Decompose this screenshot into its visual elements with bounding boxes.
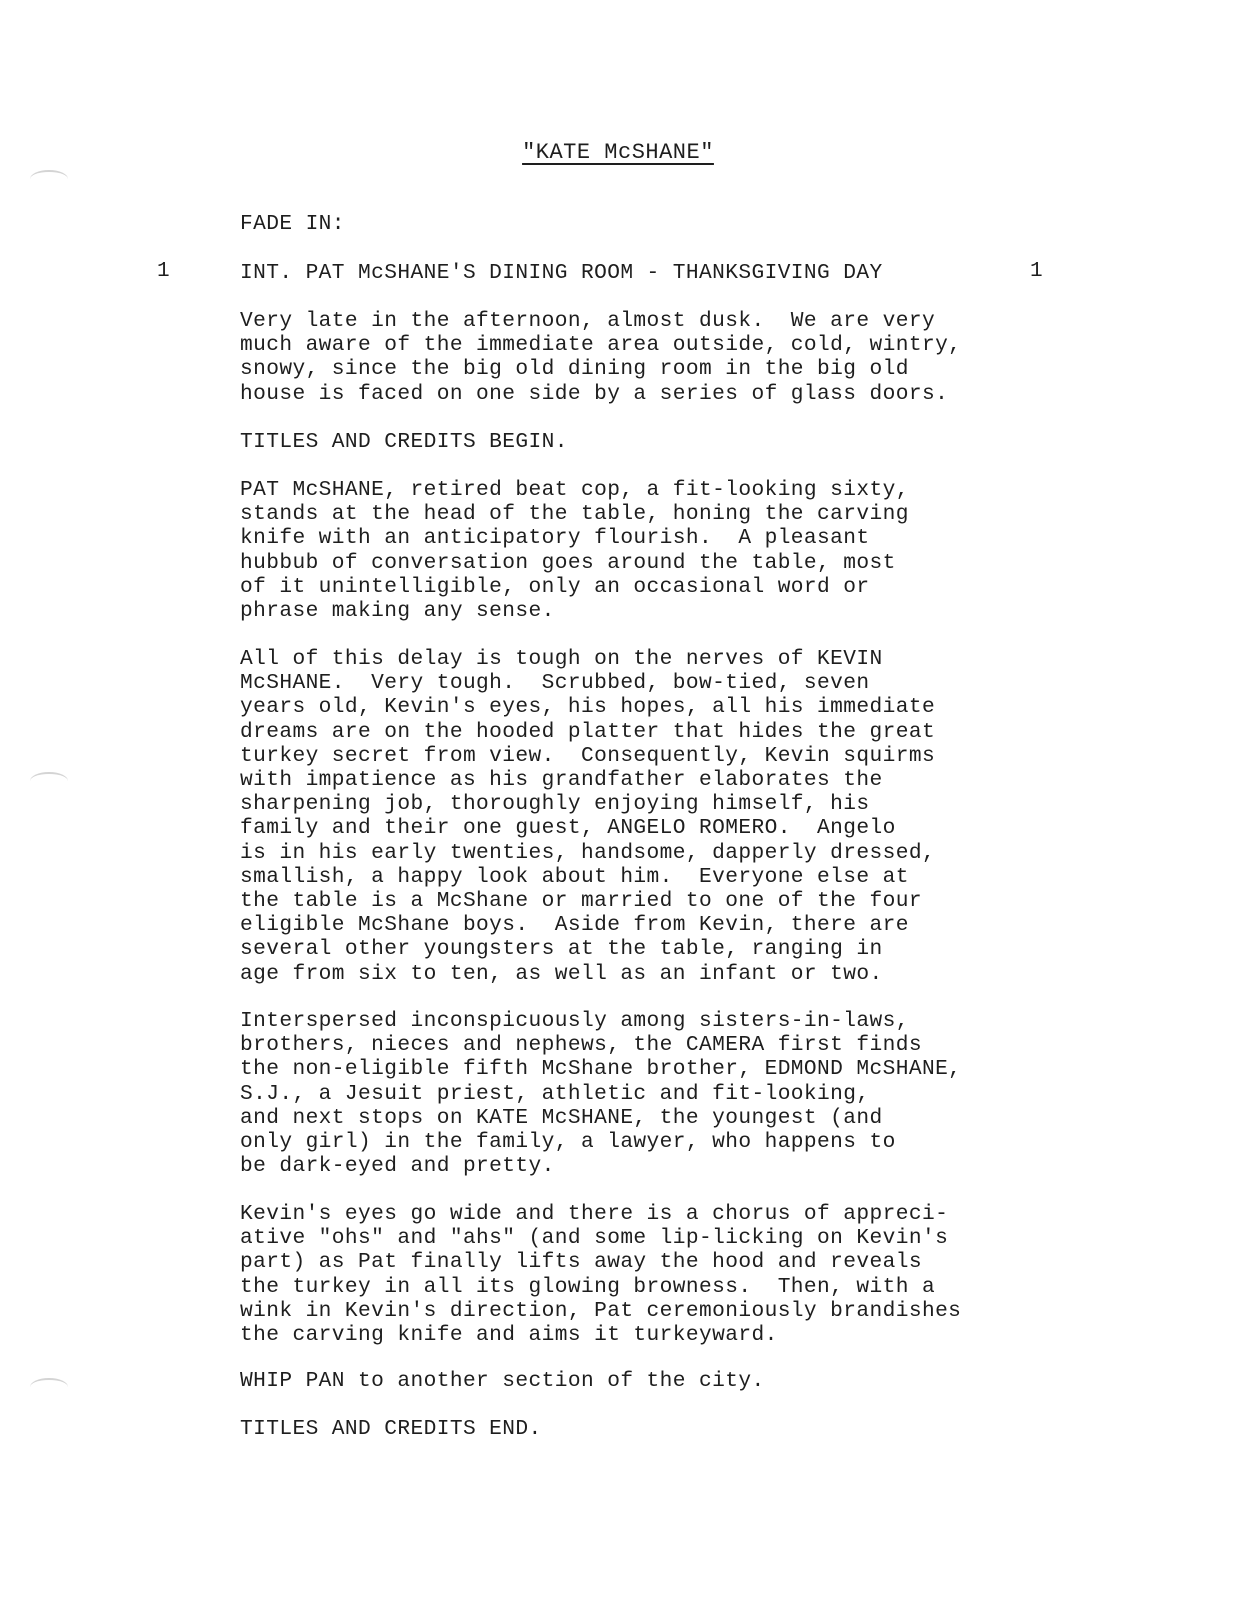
scene-number-left: 1 [157, 260, 170, 283]
action-paragraph-2: TITLES AND CREDITS BEGIN. [240, 430, 568, 454]
punch-hole-mark [30, 170, 68, 188]
script-title-text: "KATE McSHANE" [522, 140, 714, 165]
action-paragraph-7: WHIP PAN to another section of the city. [240, 1369, 765, 1393]
action-paragraph-6: Kevin's eyes go wide and there is a chorus of appreci- ative "ohs" and "ahs" (and some lip-licking on Kevin's part) as Pat finally lifts away the hood and reveals the turkey in all its glowing browness. Then, with a wink in Kevin's direction, Pat ceremoniously brandishes the carving knife and aims it turkeyward. [240, 1202, 962, 1348]
script-title [0, 140, 1236, 165]
scene-number-right: 1 [1030, 260, 1043, 283]
action-paragraph-3: PAT McSHANE, retired beat cop, a fit-looking sixty, stands at the head of the table, honing the carving knife with an anticipatory flourish. A pleasant hubbub of conversation goes around the table, most of it unintelligible, only an occasional word or phrase making any sense. [240, 478, 909, 624]
punch-hole-mark [30, 1378, 68, 1396]
punch-hole-mark [30, 772, 68, 790]
action-paragraph-1: Very late in the afternoon, almost dusk. We are very much aware of the immediate area outside, cold, wintry, snowy, since the big old dining room in the big old house is faced on one side by a series of glass doors. [240, 309, 962, 406]
action-paragraph-4: All of this delay is tough on the nerves of KEVIN McSHANE. Very tough. Scrubbed, bow-tied, seven years old, Kevin's eyes, his hopes, all his immediate dreams are on the hooded platter that hides the great turkey secret from view. Consequently, Kevin squirms with impatience as his grandfather elaborates the sharpening job, thoroughly enjoying himself, his family and their one guest, ANGELO ROMERO. Angelo is in his early twenties, handsome, dapperly dressed, smallish, a happy look about him. Everyone else at the table is a McShane or married to one of the four eligible McShane boys. Aside from Kevin, there are several other youngsters at the table, ranging in age from six to ten, as well as an infant or two. [240, 647, 936, 986]
scene-heading: INT. PAT McSHANE'S DINING ROOM - THANKSGIVING DAY [240, 261, 883, 285]
transition-fade-in: FADE IN: [240, 212, 345, 236]
action-paragraph-5: Interspersed inconspicuously among sisters-in-laws, brothers, nieces and nephews, the CAMERA first finds the non-eligible fifth McShane brother, EDMOND McSHANE, S.J., a Jesuit priest, athletic and fit-looking, and next stops on KATE McSHANE, the youngest (and only girl) in the family, a lawyer, who happens to be dark-eyed and pretty. [240, 1009, 962, 1179]
action-paragraph-8: TITLES AND CREDITS END. [240, 1417, 542, 1441]
